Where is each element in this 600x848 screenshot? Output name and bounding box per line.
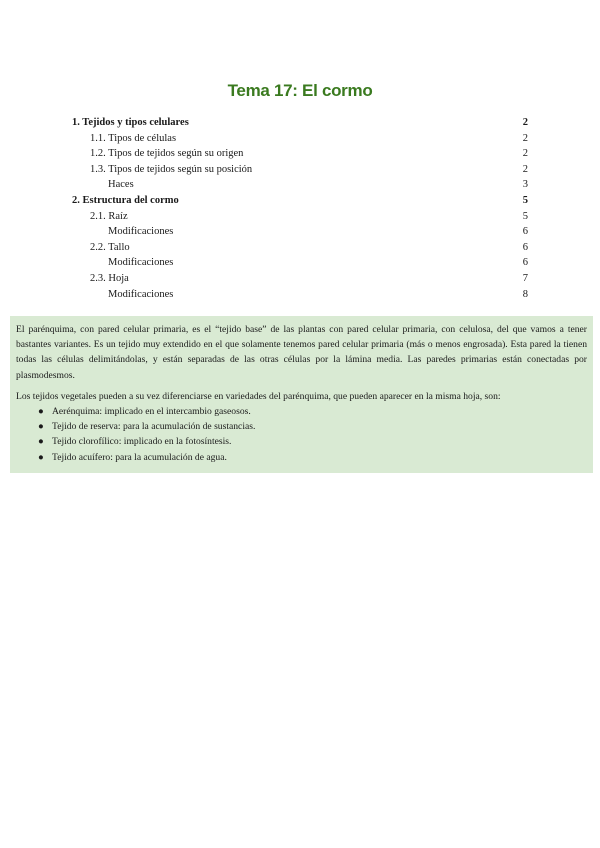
toc-entry-page: 6: [522, 257, 528, 269]
toc-entry-page: 7: [522, 272, 528, 284]
toc-entry-label: Modificaciones: [108, 226, 174, 238]
toc-entry[interactable]: [72, 224, 528, 240]
list-item: [38, 419, 587, 434]
toc-entry-label: 1.1. Tipos de células: [90, 132, 177, 144]
toc-entry[interactable]: [72, 146, 528, 162]
toc-entry[interactable]: [72, 209, 528, 225]
bullet-icon: ●: [38, 421, 44, 433]
toc-entry-page: 3: [522, 179, 528, 191]
document-title: Tema 17: El cormo: [227, 81, 373, 101]
list-item: [38, 434, 587, 449]
toc-entry-page: 8: [522, 288, 528, 300]
toc-entry[interactable]: [72, 162, 528, 178]
toc-entry[interactable]: [72, 271, 528, 287]
paragraph-tejidos-vegetales: Los tejidos vegetales pueden a su vez diferenciarse en variedades del parénquima, que pueden aparecer en la misma hoja, son:: [16, 390, 501, 402]
table-of-contents: [72, 115, 528, 302]
bullet-list: [16, 404, 587, 465]
list-item-text: Tejido de reserva: para la acumulación de sustancias.: [52, 421, 256, 433]
toc-entry-page: 2: [522, 117, 528, 128]
toc-entry-label: Modificaciones: [108, 257, 174, 269]
list-item-text: Tejido clorofílico: implicado en la fotosíntesis.: [52, 436, 232, 448]
list-item-text: Tejido acuífero: para la acumulación de agua.: [52, 451, 227, 463]
toc-entry-label: 1.3. Tipos de tejidos según su posición: [90, 163, 253, 175]
toc-entry[interactable]: [72, 240, 528, 256]
toc-entry-page: 2: [522, 132, 528, 144]
toc-entry-label: 2. Estructura del cormo: [72, 194, 179, 206]
toc-entry-label: 2.1. Raíz: [90, 210, 128, 222]
toc-entry-label: 1. Tejidos y tipos celulares: [72, 117, 189, 128]
toc-entry[interactable]: [72, 115, 528, 131]
toc-entry[interactable]: [72, 255, 528, 271]
paragraph-parenquima: El parénquima, con pared celular primaria, es el “tejido base” de las plantas con pared celular primaria, con celulosa, del que vamos a tener bastantes variantes. Es un tejido muy extendido en el que solamente tenemos pared celular primaria (más o menos engrosada). Esta pared la tienen todas las células delimitándolas, y están separadas de las otras células por la lámina media. Las paredes primarias están conectadas por plasmodesmos.: [16, 324, 587, 381]
toc-entry[interactable]: [72, 131, 528, 147]
toc-entry-label: 1.2. Tipos de tejidos según su origen: [90, 148, 244, 160]
toc-entry-page: 2: [522, 163, 528, 175]
list-item-text: Aerénquima: implicado en el intercambio gaseosos.: [52, 406, 251, 418]
list-item: [38, 450, 587, 465]
toc-entry[interactable]: [72, 287, 528, 303]
bullet-icon: ●: [38, 451, 44, 463]
toc-entry[interactable]: [72, 193, 528, 209]
list-item: [38, 404, 587, 419]
toc-entry-label: Haces: [108, 179, 134, 191]
toc-entry-page: 6: [522, 226, 528, 238]
toc-entry-label: Modificaciones: [108, 288, 174, 300]
toc-entry-label: 2.3. Hoja: [90, 272, 129, 284]
toc-entry-page: 5: [522, 194, 528, 206]
bullet-icon: ●: [38, 406, 44, 418]
toc-entry[interactable]: [72, 177, 528, 193]
toc-entry-page: 6: [522, 241, 528, 253]
toc-entry-label: 2.2. Tallo: [90, 241, 130, 253]
toc-entry-page: 5: [522, 210, 528, 222]
toc-entry-page: 2: [522, 148, 528, 160]
bullet-icon: ●: [38, 436, 44, 448]
highlighted-text-panel: [10, 316, 593, 473]
